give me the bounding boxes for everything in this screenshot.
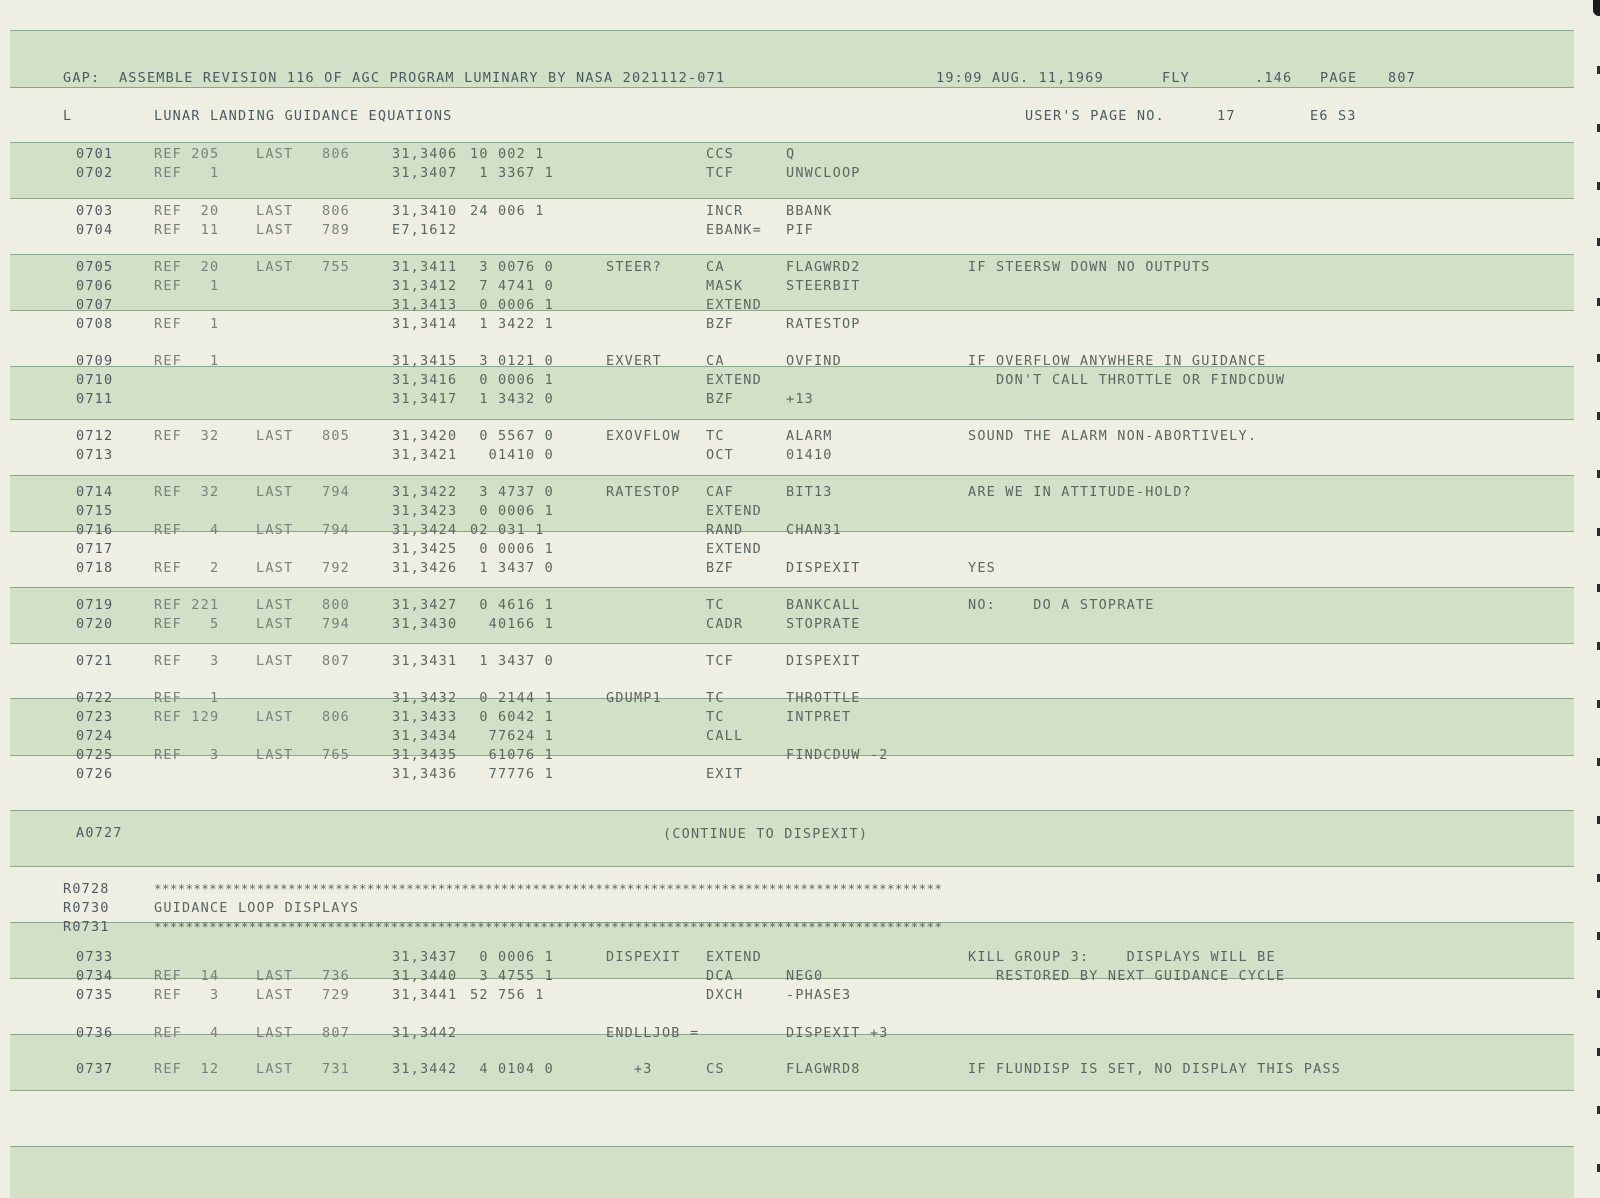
- line-number: 0701: [76, 146, 114, 162]
- band-edge: [10, 810, 1574, 811]
- address: 31,3407: [392, 165, 458, 181]
- line-number: 0723: [76, 709, 114, 725]
- opcode: MASK: [706, 278, 744, 294]
- last-page: 794: [322, 484, 350, 500]
- operand: PIF: [786, 222, 814, 238]
- last-label: LAST: [256, 560, 294, 576]
- last-label: LAST: [256, 428, 294, 444]
- label: EXVERT: [606, 353, 662, 369]
- last-page: 765: [322, 747, 350, 763]
- line-number: 0720: [76, 616, 114, 632]
- machine-code: 61076 1: [470, 747, 554, 763]
- header-datetime: 19:09 AUG. 11,1969: [936, 70, 1104, 86]
- machine-code: 0 0006 1: [470, 949, 554, 965]
- line-number: 0705: [76, 259, 114, 275]
- comment: YES: [968, 560, 996, 576]
- machine-code: 3 0121 0: [470, 353, 554, 369]
- last-page: 806: [322, 203, 350, 219]
- ref-count: REF 14: [154, 968, 220, 984]
- machine-code: 1 3437 0: [470, 560, 554, 576]
- comment: IF STEERSW DOWN NO OUTPUTS: [968, 259, 1211, 275]
- operand: THROTTLE: [786, 690, 861, 706]
- operand: DISPEXIT: [786, 653, 861, 669]
- last-page: 794: [322, 522, 350, 538]
- last-page: 731: [322, 1061, 350, 1077]
- band-edge: [10, 87, 1574, 88]
- label: EXOVFLOW: [606, 428, 681, 444]
- address: 31,3410: [392, 203, 458, 219]
- line-number: R0731: [63, 919, 110, 935]
- paper-band: [10, 1146, 1574, 1198]
- operand: STOPRATE: [786, 616, 861, 632]
- address: 31,3422: [392, 484, 458, 500]
- machine-code: 77776 1: [470, 766, 554, 782]
- header-mode: FLY: [1162, 70, 1190, 86]
- address: 31,3442: [392, 1061, 458, 1077]
- opcode: CADR: [706, 616, 744, 632]
- line-number: 0719: [76, 597, 114, 613]
- opcode: TCF: [706, 653, 734, 669]
- last-page: 789: [322, 222, 350, 238]
- opcode: EXTEND: [706, 503, 762, 519]
- line-number: 0733: [76, 949, 114, 965]
- line-number: 0735: [76, 987, 114, 1003]
- address: 31,3413: [392, 297, 458, 313]
- last-page: 800: [322, 597, 350, 613]
- band-edge: [10, 419, 1574, 420]
- operand: FLAGWRD8: [786, 1061, 861, 1077]
- ref-count: REF 3: [154, 747, 220, 763]
- opcode: CA: [706, 353, 725, 369]
- operand: INTPRET: [786, 709, 852, 725]
- comment: IF FLUNDISP IS SET, NO DISPLAY THIS PASS: [968, 1061, 1342, 1077]
- star-rule: ****************************************************************************************************: [154, 881, 943, 896]
- machine-code: 52 756 1: [470, 987, 545, 1003]
- address: 31,3406: [392, 146, 458, 162]
- opcode: CCS: [706, 146, 734, 162]
- comment: NO: DO A STOPRATE: [968, 597, 1155, 613]
- label: +3: [606, 1061, 653, 1077]
- header-title: GAP: ASSEMBLE REVISION 116 OF AGC PROGRAM LUMINARY BY NASA 2021112-071: [63, 70, 726, 86]
- opcode: OCT: [706, 447, 734, 463]
- band-edge: [10, 310, 1574, 311]
- header-page-label: PAGE: [1320, 70, 1358, 86]
- star-rule: ****************************************************************************************************: [154, 919, 943, 934]
- opcode: EXIT: [706, 766, 744, 782]
- label: ENDLLJOB =: [606, 1025, 700, 1041]
- operand: UNWCLOOP: [786, 165, 861, 181]
- last-page: 755: [322, 259, 350, 275]
- ref-count: REF 20: [154, 203, 220, 219]
- opcode: DXCH: [706, 987, 744, 1003]
- line-number: 0717: [76, 541, 114, 557]
- machine-code: 0 6042 1: [470, 709, 554, 725]
- machine-code: 0 2144 1: [470, 690, 554, 706]
- ref-count: REF 1: [154, 690, 220, 706]
- machine-code: 10 002 1: [470, 146, 545, 162]
- address: 31,3425: [392, 541, 458, 557]
- line-number: 0726: [76, 766, 114, 782]
- last-label: LAST: [256, 522, 294, 538]
- ref-count: REF 4: [154, 1025, 220, 1041]
- machine-code: 0 5567 0: [470, 428, 554, 444]
- address: 31,3441: [392, 987, 458, 1003]
- last-page: 807: [322, 1025, 350, 1041]
- address: 31,3415: [392, 353, 458, 369]
- address: E7,1612: [392, 222, 458, 238]
- ref-count: REF 32: [154, 484, 220, 500]
- last-label: LAST: [256, 1061, 294, 1077]
- address: 31,3435: [392, 747, 458, 763]
- machine-code: 0 0006 1: [470, 541, 554, 557]
- machine-code: 02 031 1: [470, 522, 545, 538]
- opcode: TC: [706, 690, 725, 706]
- line-number: 0722: [76, 690, 114, 706]
- opcode: EXTEND: [706, 541, 762, 557]
- address: 31,3430: [392, 616, 458, 632]
- operand: BANKCALL: [786, 597, 861, 613]
- machine-code: 7 4741 0: [470, 278, 554, 294]
- machine-code: 3 0076 0: [470, 259, 554, 275]
- address: 31,3433: [392, 709, 458, 725]
- last-label: LAST: [256, 709, 294, 725]
- machine-code: 0 0006 1: [470, 372, 554, 388]
- address: 31,3417: [392, 391, 458, 407]
- machine-code: 0 0006 1: [470, 503, 554, 519]
- last-page: 807: [322, 653, 350, 669]
- line-number: 0707: [76, 297, 114, 313]
- operand: 01410: [786, 447, 833, 463]
- line-number: R0730: [63, 900, 110, 916]
- operand: DISPEXIT +3: [786, 1025, 889, 1041]
- address: 31,3427: [392, 597, 458, 613]
- operand: NEG0: [786, 968, 824, 984]
- line-number: 0734: [76, 968, 114, 984]
- band-edge: [10, 587, 1574, 588]
- line-number: 0704: [76, 222, 114, 238]
- last-label: LAST: [256, 616, 294, 632]
- ref-count: REF 221: [154, 597, 220, 613]
- line-number: 0713: [76, 447, 114, 463]
- banner-title: GUIDANCE LOOP DISPLAYS: [154, 900, 360, 916]
- line-number: 0710: [76, 372, 114, 388]
- operand: FLAGWRD2: [786, 259, 861, 275]
- continuation-note: (CONTINUE TO DISPEXIT): [663, 826, 869, 842]
- address: 31,3423: [392, 503, 458, 519]
- last-label: LAST: [256, 1025, 294, 1041]
- ref-count: REF 20: [154, 259, 220, 275]
- opcode: TCF: [706, 165, 734, 181]
- line-number: 0714: [76, 484, 114, 500]
- last-label: LAST: [256, 484, 294, 500]
- address: 31,3442: [392, 1025, 458, 1041]
- opcode: TC: [706, 597, 725, 613]
- ref-count: REF 5: [154, 616, 220, 632]
- address: 31,3420: [392, 428, 458, 444]
- last-page: 806: [322, 709, 350, 725]
- machine-code: 1 3422 1: [470, 316, 554, 332]
- band-edge: [10, 1090, 1574, 1091]
- last-label: LAST: [256, 203, 294, 219]
- opcode: BZF: [706, 391, 734, 407]
- operand: BBANK: [786, 203, 833, 219]
- label: GDUMP1: [606, 690, 662, 706]
- address: 31,3431: [392, 653, 458, 669]
- label: RATESTOP: [606, 484, 681, 500]
- line-number: 0712: [76, 428, 114, 444]
- feed-hole: [1593, 0, 1600, 16]
- operand: +13: [786, 391, 814, 407]
- operand: RATESTOP: [786, 316, 861, 332]
- label: STEER?: [606, 259, 662, 275]
- line-number: 0709: [76, 353, 114, 369]
- machine-code: 40166 1: [470, 616, 554, 632]
- comment: RESTORED BY NEXT GUIDANCE CYCLE: [968, 968, 1286, 984]
- address: 31,3412: [392, 278, 458, 294]
- machine-code: 1 3437 0: [470, 653, 554, 669]
- comment: SOUND THE ALARM NON-ABORTIVELY.: [968, 428, 1258, 444]
- last-label: LAST: [256, 222, 294, 238]
- address: 31,3426: [392, 560, 458, 576]
- last-page: 794: [322, 616, 350, 632]
- band-edge: [10, 30, 1574, 31]
- operand: Q: [786, 146, 796, 162]
- line-number: 0736: [76, 1025, 114, 1041]
- opcode: EXTEND: [706, 949, 762, 965]
- address: 31,3416: [392, 372, 458, 388]
- machine-code: 0 4616 1: [470, 597, 554, 613]
- opcode: CA: [706, 259, 725, 275]
- address: 31,3434: [392, 728, 458, 744]
- line-number: 0725: [76, 747, 114, 763]
- machine-code: 3 4737 0: [470, 484, 554, 500]
- users-page-number: 17: [1217, 108, 1236, 124]
- section-title: LUNAR LANDING GUIDANCE EQUATIONS: [154, 108, 453, 124]
- page-code: E6 S3: [1310, 108, 1357, 124]
- address: 31,3411: [392, 259, 458, 275]
- last-page: 736: [322, 968, 350, 984]
- line-number: 0715: [76, 503, 114, 519]
- line-number: 0708: [76, 316, 114, 332]
- last-label: LAST: [256, 146, 294, 162]
- opcode: RAND: [706, 522, 744, 538]
- address: 31,3414: [392, 316, 458, 332]
- operand: CHAN31: [786, 522, 842, 538]
- line-number: A0727: [76, 825, 123, 841]
- opcode: CAF: [706, 484, 734, 500]
- subheader-marker: L: [63, 108, 73, 124]
- opcode: CS: [706, 1061, 725, 1077]
- machine-code: 01410 0: [470, 447, 554, 463]
- opcode: BZF: [706, 316, 734, 332]
- machine-code: 1 3432 0: [470, 391, 554, 407]
- machine-code: 24 006 1: [470, 203, 545, 219]
- opcode: CALL: [706, 728, 744, 744]
- ref-count: REF 32: [154, 428, 220, 444]
- band-edge: [10, 254, 1574, 255]
- band-edge: [10, 475, 1574, 476]
- last-label: LAST: [256, 653, 294, 669]
- comment: ARE WE IN ATTITUDE-HOLD?: [968, 484, 1192, 500]
- band-edge: [10, 1146, 1574, 1147]
- operand: FINDCDUW -2: [786, 747, 889, 763]
- ref-count: REF 11: [154, 222, 220, 238]
- ref-count: REF 1: [154, 278, 220, 294]
- line-number: 0706: [76, 278, 114, 294]
- band-edge: [10, 142, 1574, 143]
- line-number: 0718: [76, 560, 114, 576]
- line-number: 0716: [76, 522, 114, 538]
- machine-code: 3 4755 1: [470, 968, 554, 984]
- operand: BIT13: [786, 484, 833, 500]
- header-page-number: 807: [1388, 70, 1416, 86]
- comment: KILL GROUP 3: DISPLAYS WILL BE: [968, 949, 1276, 965]
- line-number: 0703: [76, 203, 114, 219]
- users-page-label: USER'S PAGE NO.: [1025, 108, 1165, 124]
- last-label: LAST: [256, 597, 294, 613]
- last-page: 806: [322, 146, 350, 162]
- ref-count: REF 205: [154, 146, 220, 162]
- opcode: EXTEND: [706, 297, 762, 313]
- band-edge: [10, 198, 1574, 199]
- ref-count: REF 2: [154, 560, 220, 576]
- opcode: TC: [706, 709, 725, 725]
- operand: STEERBIT: [786, 278, 861, 294]
- address: 31,3432: [392, 690, 458, 706]
- last-label: LAST: [256, 968, 294, 984]
- comment: IF OVERFLOW ANYWHERE IN GUIDANCE: [968, 353, 1267, 369]
- last-page: 792: [322, 560, 350, 576]
- ref-count: REF 1: [154, 316, 220, 332]
- last-page: 805: [322, 428, 350, 444]
- ref-count: REF 1: [154, 165, 220, 181]
- opcode: EBANK=: [706, 222, 762, 238]
- comment: DON'T CALL THROTTLE OR FINDCDUW: [968, 372, 1286, 388]
- line-number: 0711: [76, 391, 114, 407]
- band-edge: [10, 643, 1574, 644]
- line-number: 0702: [76, 165, 114, 181]
- machine-code: 77624 1: [470, 728, 554, 744]
- opcode: DCA: [706, 968, 734, 984]
- opcode: INCR: [706, 203, 744, 219]
- last-label: LAST: [256, 987, 294, 1003]
- label: DISPEXIT: [606, 949, 681, 965]
- address: 31,3421: [392, 447, 458, 463]
- line-number: 0737: [76, 1061, 114, 1077]
- machine-code: 1 3367 1: [470, 165, 554, 181]
- address: 31,3436: [392, 766, 458, 782]
- last-label: LAST: [256, 747, 294, 763]
- address: 31,3437: [392, 949, 458, 965]
- machine-code: 0 0006 1: [470, 297, 554, 313]
- line-number: 0721: [76, 653, 114, 669]
- ref-count: REF 1: [154, 353, 220, 369]
- address: 31,3424: [392, 522, 458, 538]
- line-number: R0728: [63, 881, 110, 897]
- address: 31,3440: [392, 968, 458, 984]
- ref-count: REF 3: [154, 987, 220, 1003]
- line-number: 0724: [76, 728, 114, 744]
- machine-code: 4 0104 0: [470, 1061, 554, 1077]
- operand: -PHASE3: [786, 987, 852, 1003]
- header-page-ref: .146: [1255, 70, 1293, 86]
- ref-count: REF 12: [154, 1061, 220, 1077]
- ref-count: REF 3: [154, 653, 220, 669]
- ref-count: REF 129: [154, 709, 220, 725]
- band-edge: [10, 866, 1574, 867]
- last-label: LAST: [256, 259, 294, 275]
- opcode: EXTEND: [706, 372, 762, 388]
- opcode: TC: [706, 428, 725, 444]
- operand: ALARM: [786, 428, 833, 444]
- operand: DISPEXIT: [786, 560, 861, 576]
- operand: OVFIND: [786, 353, 842, 369]
- opcode: BZF: [706, 560, 734, 576]
- ref-count: REF 4: [154, 522, 220, 538]
- last-page: 729: [322, 987, 350, 1003]
